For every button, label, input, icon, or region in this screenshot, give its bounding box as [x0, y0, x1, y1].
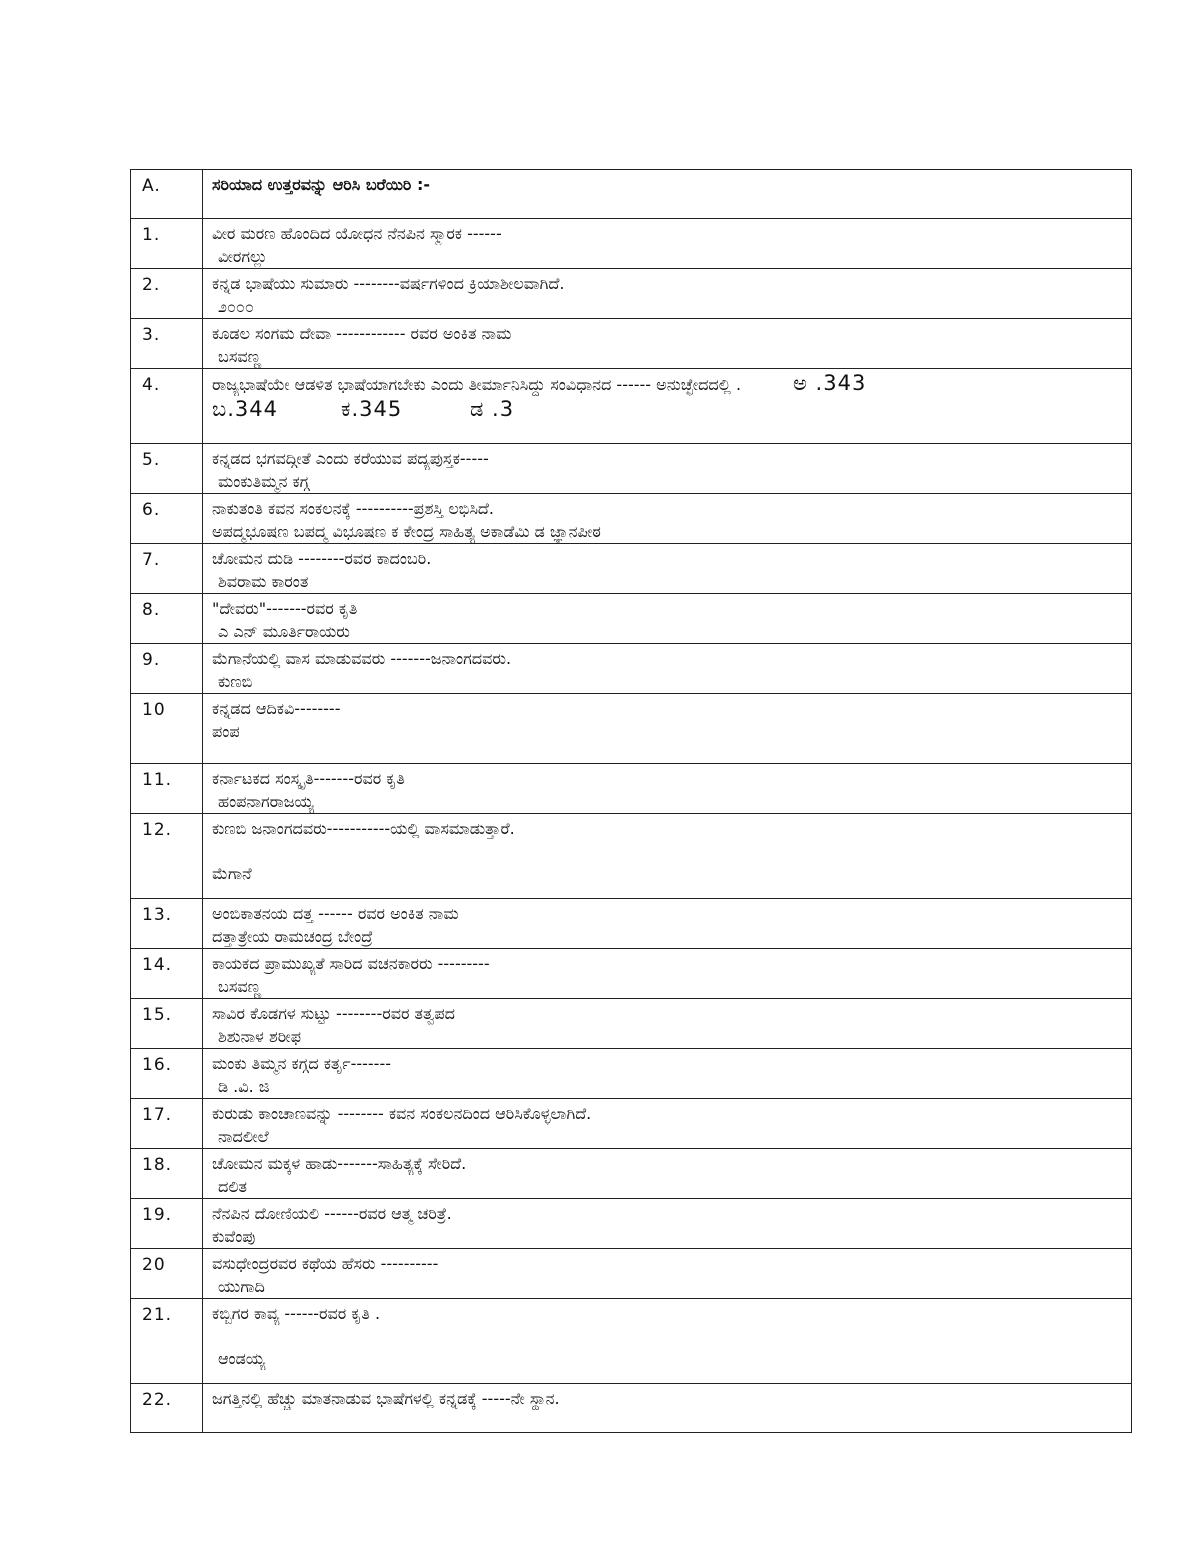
- question-number: 18.: [131, 1149, 203, 1199]
- question-text: ಸಾವಿರ ಕೊಡಗಳ ಸುಟ್ಟು --------ರವರ ತತ್ವಪದ: [212, 1004, 455, 1023]
- question-cell: [203, 694, 1132, 764]
- section-label: A.: [131, 170, 203, 219]
- table-header-row: [131, 170, 1132, 219]
- answer-text: ದಲಿತ: [218, 1177, 248, 1196]
- table-row: [131, 899, 1132, 949]
- table-row: [131, 594, 1132, 644]
- question-text: ಕಾಯಕದ ಪ್ರಾಮುಖ್ಯತೆ ಸಾರಿದ ವಚನಕಾರರು ---------: [212, 954, 490, 973]
- table-row: [131, 764, 1132, 814]
- question-cell: [203, 644, 1132, 694]
- question-text: "ದೇವರು"-------ರವರ ಕೃತಿ: [212, 599, 358, 618]
- table-row: [131, 949, 1132, 999]
- questions-table: [130, 169, 1132, 1433]
- table-row: [131, 494, 1132, 544]
- question-number: 11.: [131, 764, 203, 814]
- question-number: 19.: [131, 1199, 203, 1249]
- question-cell: [203, 494, 1132, 544]
- question-number: 9.: [131, 644, 203, 694]
- table-row: [131, 369, 1132, 444]
- answer-text: ಮಂಕುತಿಮ್ಮನ ಕಗ್ಗ: [218, 472, 310, 491]
- question-number: 1.: [131, 219, 203, 269]
- question-cell: [203, 219, 1132, 269]
- answer-text: ಶಿವರಾಮ ಕಾರಂತ: [218, 572, 309, 591]
- question-number: 8.: [131, 594, 203, 644]
- question-cell: [203, 444, 1132, 494]
- question-text: ವೀರ ಮರಣ ಹೊಂದಿದ ಯೋಧನ ನೆನಪಿನ ಸ್ಮಾರಕ ------: [212, 224, 502, 243]
- question-number: 16.: [131, 1049, 203, 1099]
- question-number: 5.: [131, 444, 203, 494]
- answer-text: ೨೦೦೦: [218, 297, 254, 316]
- answer-text: ಡಿ .ವಿ. ಜಿ: [218, 1077, 270, 1096]
- question-cell: [203, 814, 1132, 899]
- table-row: [131, 219, 1132, 269]
- question-text: ಕುಣಬಿ ಜನಾಂಗದವರು-----------ಯಲ್ಲಿ ವಾಸಮಾಡುತ್ತಾರೆ.: [212, 819, 515, 838]
- question-cell: [203, 1199, 1132, 1249]
- question-text-main: ರಾಜ್ಯಭಾಷೆಯೇ ಆಡಳಿತ ಭಾಷೆಯಾಗಬೇಕು ಎಂದು ತೀರ್ಮಾನಿಸಿದ್ದು ಸಂವಿಧಾನದ ------ ಅನುಚ್ಛೇದದಲ್ಲಿ .: [212, 375, 742, 394]
- question-text: ಕನ್ನಡದ ಆದಿಕವಿ--------: [212, 699, 341, 718]
- table-row: [131, 319, 1132, 369]
- option-c: ಕ.345: [341, 397, 403, 421]
- question-text: ಜಗತ್ತಿನಲ್ಲಿ ಹೆಚ್ಚು ಮಾತನಾಡುವ ಭಾಷೆಗಳಲ್ಲಿ ಕನ್ನಡಕ್ಕೆ -----ನೇ ಸ್ಥಾನ.: [212, 1389, 560, 1408]
- question-cell: [203, 1149, 1132, 1199]
- table-row: [131, 814, 1132, 899]
- table-row: [131, 694, 1132, 764]
- answer-text: ಕುವೆಂಪು: [212, 1227, 256, 1246]
- table-row: [131, 1299, 1132, 1384]
- option-b: ಬ.344: [212, 397, 278, 421]
- question-text: ಕರ್ನಾಟಕದ ಸಂಸ್ಕೃತಿ-------ರವರ ಕೃತಿ: [212, 769, 405, 788]
- question-text: ವಸುಧೇಂದ್ರರವರ ಕಥೆಯ ಹೆಸರು ----------: [212, 1254, 439, 1273]
- answer-text: ಅಪದ್ಮಭೂಷಣ ಬಪದ್ಮ ವಿಭೂಷಣ ಕ ಕೇಂದ್ರ ಸಾಹಿತ್ಯ ಅಕಾಡೆಮಿ ಡ ಜ್ಞಾನಪೀಠ: [212, 522, 601, 541]
- question-cell: [203, 949, 1132, 999]
- question-text: ಮೆಗಾನೆಯಲ್ಲಿ ವಾಸ ಮಾಡುವವರು -------ಜನಾಂಗದವರು.: [212, 649, 512, 668]
- question-text: ಕೂಡಲ ಸಂಗಮ ದೇವಾ ------------ ರವರ ಅಂಕಿತ ನಾಮ: [212, 324, 512, 343]
- answer-text: ಬಸವಣ್ಣ: [218, 977, 262, 996]
- answer-text: ಮೆಗಾನೆ: [212, 864, 252, 883]
- answer-text: ಶಿಶುನಾಳ ಶರೀಫ: [218, 1027, 302, 1046]
- question-cell: [203, 269, 1132, 319]
- question-text: ನಾಕುತಂತಿ ಕವನ ಸಂಕಲನಕ್ಕೆ ----------ಪ್ರಶಸ್ತಿ ಲಭಿಸಿದೆ.: [212, 499, 494, 518]
- question-cell: [203, 1384, 1132, 1433]
- answer-text: ಪಂಪ: [212, 722, 240, 741]
- question-cell: [203, 1249, 1132, 1299]
- question-sheet: [130, 169, 1132, 1433]
- table-row: [131, 1384, 1132, 1433]
- table-row: [131, 444, 1132, 494]
- answer-text: ಯುಗಾದಿ: [218, 1277, 265, 1296]
- option-d: ಡ .3: [470, 397, 515, 421]
- section-instruction: [203, 170, 1132, 219]
- table-row: [131, 1049, 1132, 1099]
- question-cell: [203, 319, 1132, 369]
- question-number: 2.: [131, 269, 203, 319]
- question-number: 15.: [131, 999, 203, 1049]
- options-row: [212, 398, 1131, 421]
- question-number: 7.: [131, 544, 203, 594]
- answer-text: ಬಸವಣ್ಣ: [218, 347, 262, 366]
- question-text: ಮಂಕು ತಿಮ್ಮನ ಕಗ್ಗದ ಕರ್ತೃ-------: [212, 1054, 392, 1073]
- table-row: [131, 644, 1132, 694]
- table-row: [131, 1199, 1132, 1249]
- question-text: ಕುರುಡು ಕಾಂಚಾಣವನ್ನು -------- ಕವನ ಸಂಕಲನದಿಂದ ಆರಿಸಿಕೊಳ್ಳಲಾಗಿದೆ.: [212, 1104, 592, 1123]
- question-number: 21.: [131, 1299, 203, 1384]
- answer-text: ಎ ಎನ್ ಮೂರ್ತಿರಾಯರು: [218, 622, 350, 641]
- question-cell: [203, 1299, 1132, 1384]
- question-number: 6.: [131, 494, 203, 544]
- answer-text: ವೀರಗಲ್ಲು: [218, 247, 268, 266]
- question-number: 10: [131, 694, 203, 764]
- table-row: [131, 269, 1132, 319]
- question-number: 3.: [131, 319, 203, 369]
- question-cell: [203, 1049, 1132, 1099]
- answer-text: ನಾದಲೀಲೆ: [218, 1127, 269, 1146]
- question-number: 22.: [131, 1384, 203, 1433]
- question-cell: [203, 594, 1132, 644]
- option-a: ಅ .343: [793, 372, 867, 395]
- question-cell: [203, 544, 1132, 594]
- question-number: 13.: [131, 899, 203, 949]
- table-row: [131, 544, 1132, 594]
- answer-text: ಹಂಪನಾಗರಾಜಯ್ಯ: [218, 792, 314, 811]
- question-text: ಚೋಮನ ದುಡಿ --------ರವರ ಕಾದಂಬರಿ.: [212, 549, 432, 568]
- table-row: [131, 1149, 1132, 1199]
- question-cell: [203, 369, 1132, 444]
- question-number: 4.: [131, 369, 203, 444]
- question-number: 12.: [131, 814, 203, 899]
- question-text: ಚೋಮನ ಮಕ್ಕಳ ಹಾಡು-------ಸಾಹಿತ್ಯಕ್ಕೆ ಸೇರಿದೆ.: [212, 1154, 467, 1173]
- question-number: 20: [131, 1249, 203, 1299]
- question-text: ಅಂಬಿಕಾತನಯ ದತ್ತ ------ ರವರ ಅಂಕಿತ ನಾಮ: [212, 904, 459, 923]
- answer-text: ಆಂಡಯ್ಯ: [218, 1349, 266, 1368]
- question-cell: [203, 999, 1132, 1049]
- answer-text: ದತ್ತಾತ್ರೇಯ ರಾಮಚಂದ್ರ ಬೇಂದ್ರೆ: [212, 927, 373, 946]
- question-cell: [203, 899, 1132, 949]
- question-text: ಕಬ್ಬಿಗರ ಕಾವ್ಯ ------ರವರ ಕೃತಿ .: [212, 1304, 381, 1323]
- question-cell: [203, 764, 1132, 814]
- table-row: [131, 999, 1132, 1049]
- answer-text: ಕುಣಬಿ: [218, 672, 253, 691]
- instruction-text: ಸರಿಯಾದ ಉತ್ತರವನ್ನು ಆರಿಸಿ ಬರೆಯಿರಿ :-: [212, 175, 430, 194]
- question-number: 14.: [131, 949, 203, 999]
- question-text: [212, 372, 1131, 396]
- question-cell: [203, 1099, 1132, 1149]
- table-row: [131, 1249, 1132, 1299]
- question-text: ಕನ್ನಡ ಭಾಷೆಯು ಸುಮಾರು --------ವರ್ಷಗಳಿಂದ ಕ್ರಿಯಾಶೀಲವಾಗಿದೆ.: [212, 274, 565, 293]
- question-number: 17.: [131, 1099, 203, 1149]
- question-text: ಕನ್ನಡದ ಭಗವದ್ಗೀತೆ ಎಂದು ಕರೆಯುವ ಪದ್ಯಪುಸ್ತಕ-----: [212, 449, 489, 468]
- question-text: ನೆನಪಿನ ದೋಣಿಯಲಿ ------ರವರ ಆತ್ಮ ಚರಿತ್ರೆ.: [212, 1204, 452, 1223]
- table-row: [131, 1099, 1132, 1149]
